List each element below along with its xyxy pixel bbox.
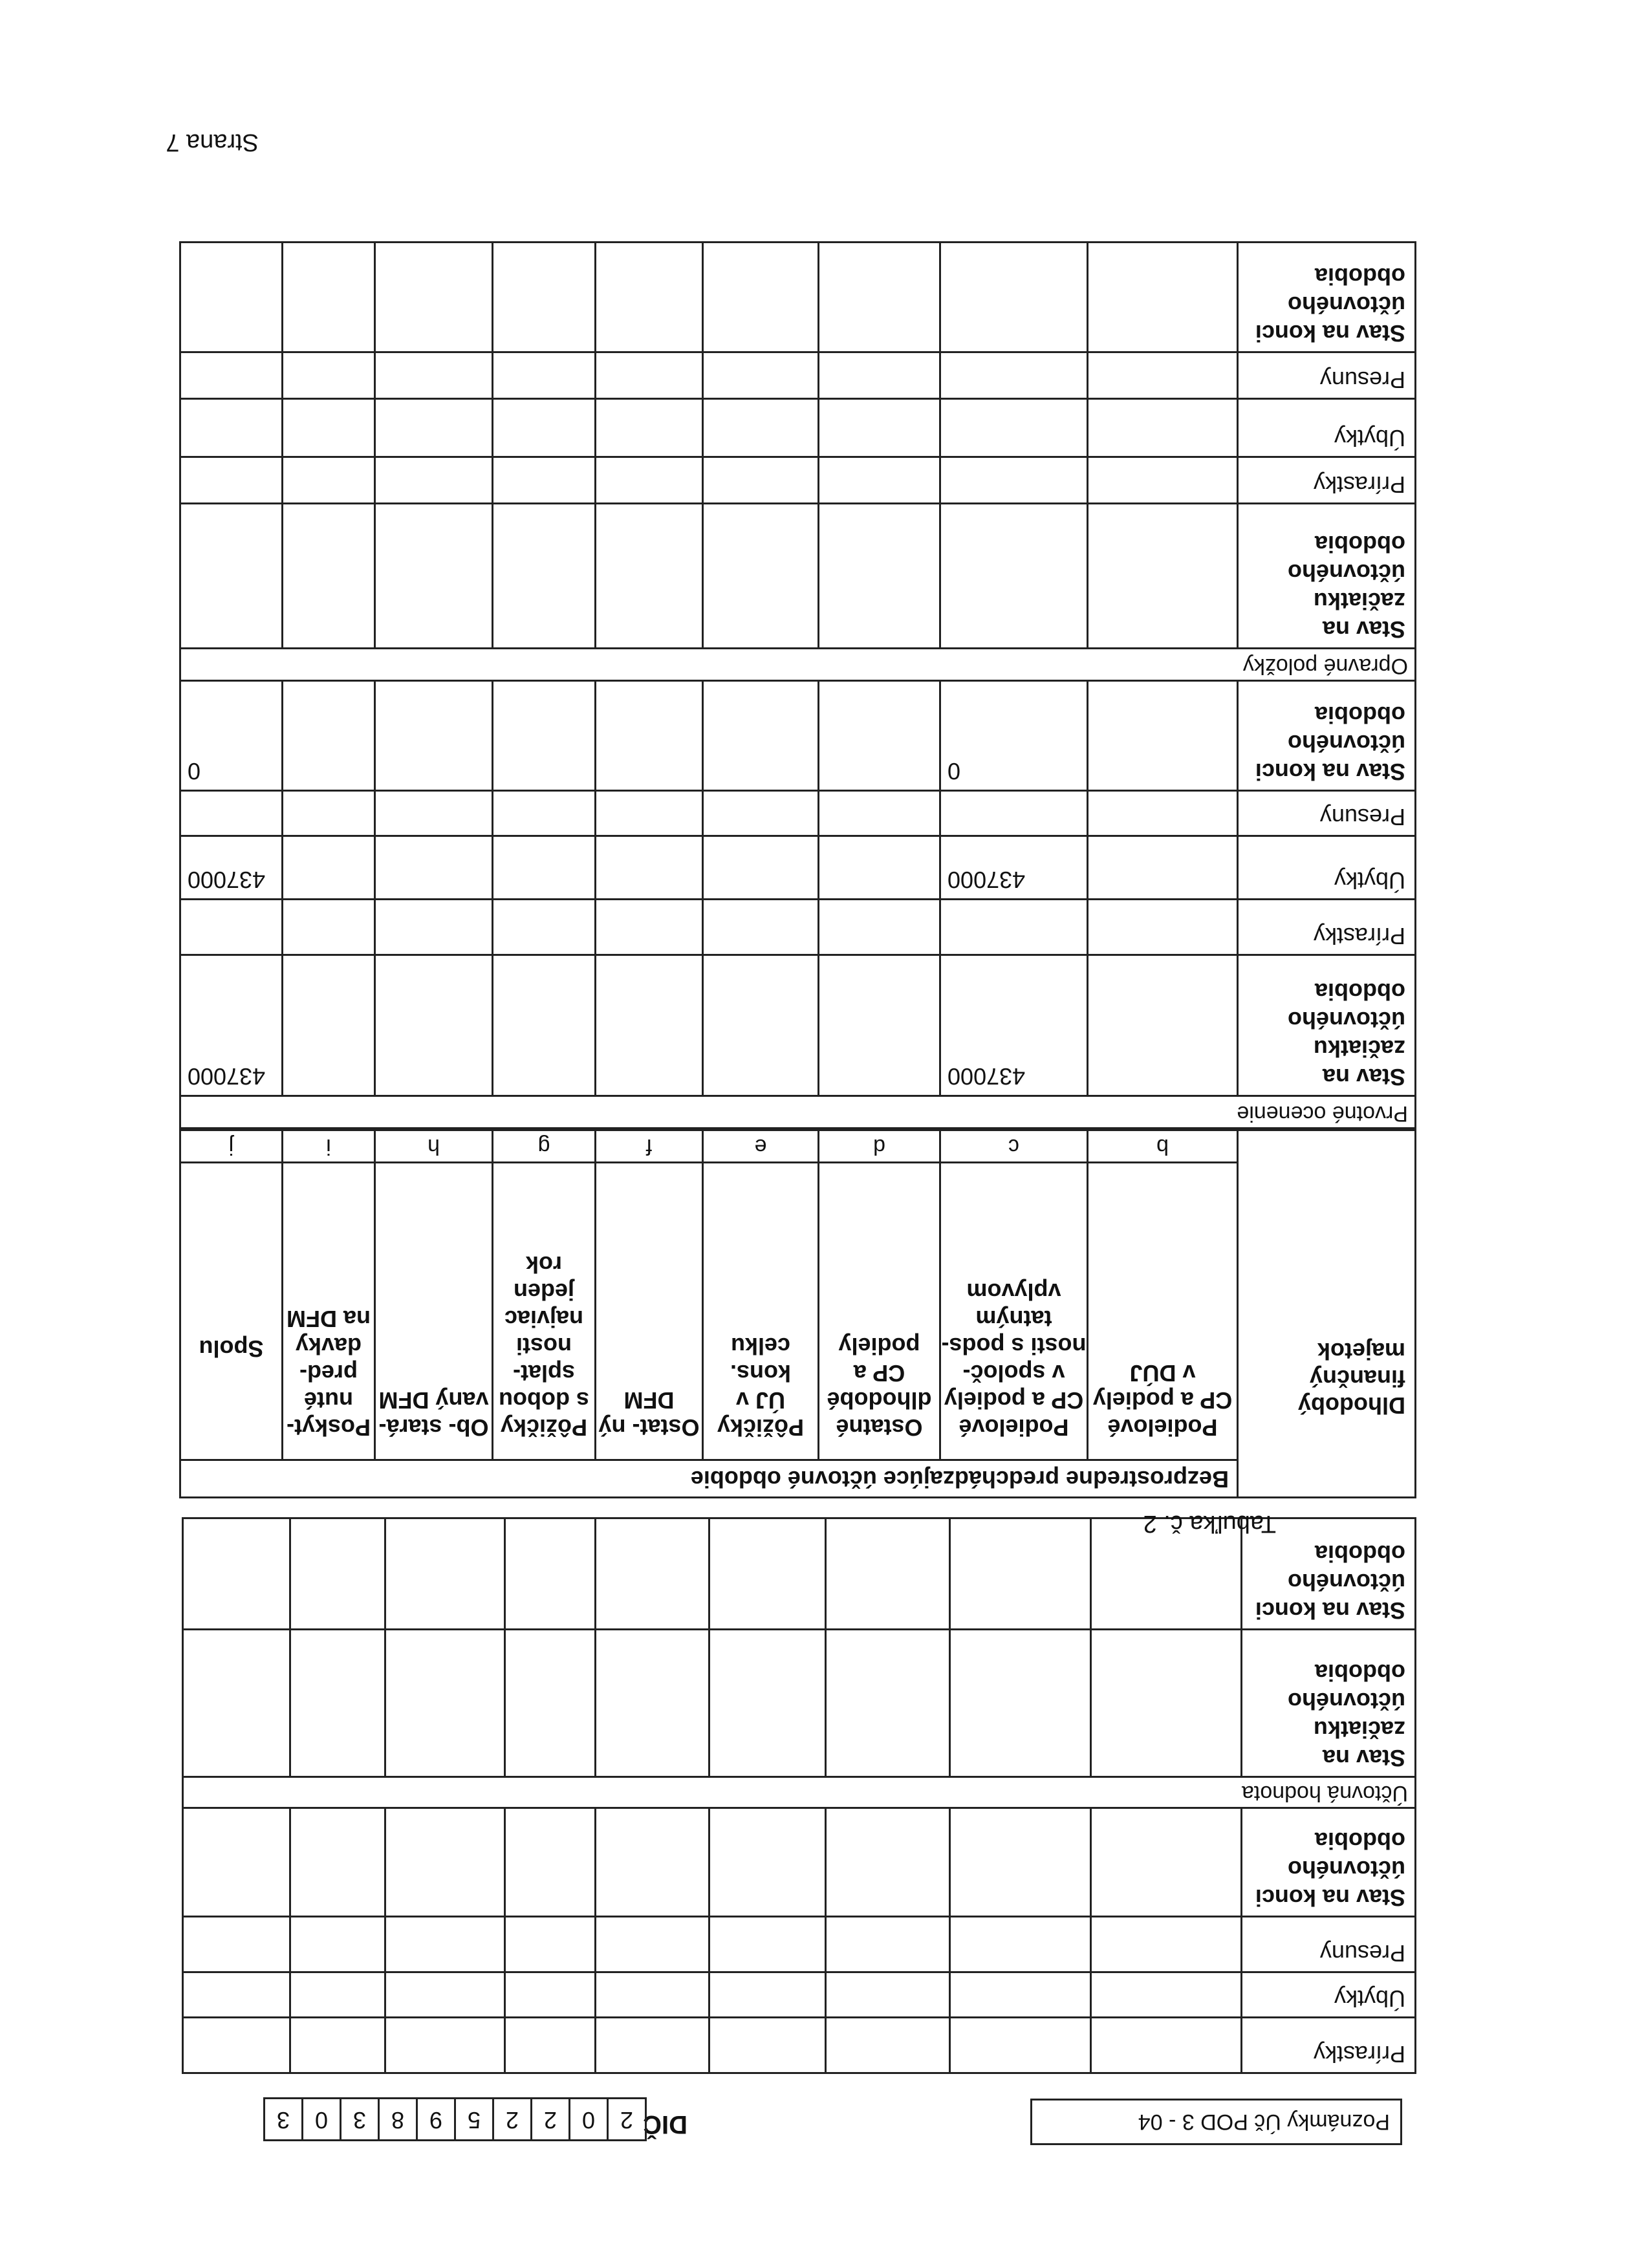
table-cell — [950, 2018, 1091, 2073]
table-cell — [596, 504, 703, 649]
table-cell — [703, 900, 819, 955]
value-cell: 437000 — [940, 955, 1088, 1096]
table-row — [183, 1917, 1416, 1972]
table-cell — [183, 1630, 290, 1777]
table-cell — [283, 504, 375, 649]
table-cell — [375, 900, 493, 955]
table-cell — [950, 1518, 1091, 1630]
table-cell — [709, 1518, 826, 1630]
table-cell — [505, 2018, 596, 2073]
table-cell — [826, 1972, 950, 2018]
table-row — [180, 681, 1415, 791]
row-label: Stav na začiatku účtovného obdobia — [1242, 1630, 1416, 1777]
table-cell — [1088, 900, 1238, 955]
table-cell — [596, 1972, 709, 2018]
table-cell — [283, 681, 375, 791]
table-1 — [182, 1517, 1416, 2074]
table-row — [180, 836, 1415, 900]
column-header: Pôžičky s dobou splat- nosti najviac jeden rok — [493, 1163, 596, 1460]
table-cell — [596, 900, 703, 955]
value-cell: 437000 — [180, 955, 282, 1096]
row-label: Stav na začiatku účtovného obdobia — [1238, 955, 1416, 1096]
table-row — [180, 791, 1415, 836]
table-cell — [385, 2018, 505, 2073]
table-cell — [290, 1630, 385, 1777]
table-cell — [183, 1917, 290, 1972]
dic-digit: 2 — [530, 2097, 570, 2141]
table-cell — [283, 836, 375, 900]
column-letter-a — [1238, 1129, 1416, 1130]
table-cell — [940, 352, 1088, 399]
table-cell — [596, 2018, 709, 2073]
column-letter: i — [283, 1130, 375, 1163]
table-cell — [819, 955, 940, 1096]
table-cell — [375, 352, 493, 399]
table-cell — [596, 836, 703, 900]
dic-digit: 3 — [340, 2097, 380, 2141]
table-cell — [940, 399, 1088, 457]
table-cell — [283, 955, 375, 1096]
form-title: Poznámky Úč POD 3 - 04 — [1030, 2099, 1402, 2145]
table-cell — [183, 1808, 290, 1917]
table-cell — [493, 836, 596, 900]
section-label: Opravné položky — [180, 649, 1415, 681]
section-row — [183, 1777, 1416, 1808]
table-cell — [493, 457, 596, 504]
table-cell — [183, 1972, 290, 2018]
table-cell — [493, 955, 596, 1096]
table-cell — [283, 399, 375, 457]
table-cell — [950, 1630, 1091, 1777]
table-cell — [819, 681, 940, 791]
table-cell — [375, 836, 493, 900]
table-cell — [596, 399, 703, 457]
column-header: Poskyt- nuté pred- davky na DFM — [283, 1163, 375, 1460]
table-cell — [183, 2018, 290, 2073]
value-cell: 437000 — [940, 836, 1088, 900]
table-cell — [385, 1630, 505, 1777]
table-cell — [375, 955, 493, 1096]
table-cell — [180, 457, 282, 504]
table-cell — [950, 1917, 1091, 1972]
table-cell — [819, 900, 940, 955]
table-cell — [709, 1808, 826, 1917]
table-cell — [375, 399, 493, 457]
table-row — [180, 457, 1415, 504]
column-letter: f — [596, 1130, 703, 1163]
table-cell — [180, 352, 282, 399]
row-label: Stav na začiatku účtovného obdobia — [1238, 504, 1416, 649]
row-label: Presuny — [1242, 1917, 1416, 1972]
period-header: Bezprostredne predchádzajúce účtovné obdobie — [180, 1460, 1237, 1498]
table-cell — [819, 504, 940, 649]
row-label: Prírastky — [1238, 900, 1416, 955]
dic-digit: 0 — [568, 2097, 609, 2141]
table-cell — [819, 399, 940, 457]
table-row — [180, 900, 1415, 955]
table-cell — [1091, 1917, 1242, 1972]
table-cell — [703, 457, 819, 504]
table-cell — [703, 681, 819, 791]
table-cell — [596, 457, 703, 504]
value-cell — [940, 791, 1088, 836]
table-cell — [493, 504, 596, 649]
value-cell — [180, 791, 282, 836]
table-cell — [1088, 791, 1238, 836]
table-cell — [826, 1518, 950, 1630]
table-cell — [283, 900, 375, 955]
table-cell — [290, 1972, 385, 2018]
column-letter: e — [703, 1130, 819, 1163]
table-row — [180, 1163, 1415, 1460]
row-label: Stav na konci účtovného obdobia — [1238, 243, 1416, 352]
table-cell — [819, 791, 940, 836]
column-header: Pôžičky ÚJ v kons. celku — [703, 1163, 819, 1460]
table-cell — [385, 1808, 505, 1917]
table-cell — [819, 836, 940, 900]
table-cell — [180, 243, 282, 352]
table-cell — [505, 1972, 596, 2018]
table-cell — [819, 243, 940, 352]
table-cell — [596, 1808, 709, 1917]
table-cell — [596, 791, 703, 836]
table-cell — [596, 1518, 709, 1630]
table-cell — [283, 457, 375, 504]
row-label: Stav na konci účtovného obdobia — [1242, 1808, 1416, 1917]
table-cell — [290, 1518, 385, 1630]
column-letter: h — [375, 1130, 493, 1163]
column-header: Podielové CP a podiely v spoloč- nosti s pods- tatným vplyvom — [940, 1163, 1088, 1460]
table-cell — [1088, 955, 1238, 1096]
section-row — [180, 649, 1415, 681]
dic-digit: 5 — [454, 2097, 494, 2141]
dic-digit: 2 — [607, 2097, 647, 2141]
dic-digit: 8 — [378, 2097, 418, 2141]
table-cell — [819, 457, 940, 504]
table-cell — [950, 1972, 1091, 2018]
table-cell — [283, 243, 375, 352]
table-cell — [1091, 1972, 1242, 2018]
table-cell — [703, 791, 819, 836]
table-cell — [819, 352, 940, 399]
table-cell — [493, 243, 596, 352]
table-cell — [1088, 243, 1238, 352]
section-label: Účtovná hodnota — [183, 1777, 1416, 1808]
column-header: Podielové CP a podiely v DÚJ — [1088, 1163, 1238, 1460]
table-cell — [709, 1630, 826, 1777]
row-label: Úbytky — [1238, 399, 1416, 457]
table-cell — [596, 1630, 709, 1777]
table-cell — [1088, 681, 1238, 791]
table-row — [180, 1130, 1415, 1163]
table-cell — [283, 791, 375, 836]
table-cell — [493, 900, 596, 955]
row-label: Stav na konci účtovného obdobia — [1242, 1518, 1416, 1630]
table-cell — [703, 352, 819, 399]
table-row — [180, 504, 1415, 649]
table-row — [183, 2018, 1416, 2073]
table-row — [180, 352, 1415, 399]
table-row — [183, 1630, 1416, 1777]
table-cell — [385, 1972, 505, 2018]
table-cell — [709, 2018, 826, 2073]
column-letter: g — [493, 1130, 596, 1163]
dic-boxes — [263, 2097, 645, 2141]
table-cell — [505, 1518, 596, 1630]
table-cell — [1088, 836, 1238, 900]
column-letter: b — [1088, 1130, 1238, 1163]
table-cell — [493, 681, 596, 791]
table-cell — [505, 1630, 596, 1777]
table-cell — [1091, 2018, 1242, 2073]
table-cell — [950, 1808, 1091, 1917]
dic-digit: 3 — [263, 2097, 303, 2141]
table-cell — [375, 457, 493, 504]
table-cell — [375, 504, 493, 649]
table-cell — [1091, 1808, 1242, 1917]
page-number: Strana 7 — [166, 129, 259, 156]
table-cell — [375, 243, 493, 352]
table-2 — [179, 241, 1416, 1498]
column-header: Ob- stará- vaný DFM — [375, 1163, 493, 1460]
table-cell — [283, 352, 375, 399]
row-label: Prírastky — [1242, 2018, 1416, 2073]
table-cell — [826, 1808, 950, 1917]
table-cell — [826, 1630, 950, 1777]
dic-digit: 9 — [416, 2097, 456, 2141]
dic-label: DIČ — [643, 2110, 688, 2139]
table-cell — [183, 1518, 290, 1630]
table-cell — [290, 1808, 385, 1917]
table-cell — [1088, 399, 1238, 457]
column-letter: c — [940, 1130, 1088, 1163]
table-cell — [505, 1808, 596, 1917]
table-cell — [1088, 457, 1238, 504]
table-cell — [1088, 504, 1238, 649]
table-cell — [826, 2018, 950, 2073]
table-row — [180, 399, 1415, 457]
table-cell — [375, 681, 493, 791]
column-header: Spolu — [180, 1163, 282, 1460]
table-row — [180, 955, 1415, 1096]
row-label: Presuny — [1238, 791, 1416, 836]
table-row — [180, 243, 1415, 352]
spacer — [180, 1129, 1237, 1130]
table-cell — [1088, 352, 1238, 399]
value-cell — [180, 900, 282, 955]
value-cell: 0 — [940, 681, 1088, 791]
table-cell — [940, 243, 1088, 352]
table-cell — [596, 955, 703, 1096]
table-row — [183, 1972, 1416, 2018]
table-row — [180, 1460, 1415, 1498]
table-cell — [375, 791, 493, 836]
table-cell — [940, 457, 1088, 504]
table-cell — [940, 504, 1088, 649]
table-cell — [385, 1518, 505, 1630]
table-cell — [826, 1917, 950, 1972]
table-cell — [709, 1917, 826, 1972]
table-cell — [290, 2018, 385, 2073]
row-label: Presuny — [1238, 352, 1416, 399]
row-label: Prírastky — [1238, 457, 1416, 504]
table-cell — [290, 1917, 385, 1972]
table-cell — [703, 504, 819, 649]
table-cell — [493, 791, 596, 836]
table-cell — [709, 1972, 826, 2018]
table-row — [183, 1808, 1416, 1917]
table-cell — [493, 399, 596, 457]
table-cell — [596, 1917, 709, 1972]
value-cell: 0 — [180, 681, 282, 791]
table-cell — [703, 955, 819, 1096]
table-cell — [703, 243, 819, 352]
table-2-label: Tabuľka č. 2 — [1143, 1510, 1276, 1537]
row-label: Úbytky — [1238, 836, 1416, 900]
table-cell — [703, 399, 819, 457]
column-letter: d — [819, 1130, 940, 1163]
row-label: Úbytky — [1242, 1972, 1416, 2018]
column-header: Ostatné dlhodobé CP a podiely — [819, 1163, 940, 1460]
value-cell: 437000 — [180, 836, 282, 900]
table-cell — [596, 681, 703, 791]
table-cell — [180, 399, 282, 457]
dic-digit: 0 — [301, 2097, 341, 2141]
table-cell — [596, 352, 703, 399]
table-cell — [505, 1917, 596, 1972]
table-cell — [385, 1917, 505, 1972]
section-row — [180, 1096, 1415, 1129]
dic-digit: 2 — [492, 2097, 532, 2141]
table-cell — [1091, 1630, 1242, 1777]
column-header: Dlhodobý finančný majetok — [1238, 1130, 1416, 1498]
column-header: Ostat- ný DFM — [596, 1163, 703, 1460]
table-cell — [703, 836, 819, 900]
hidden-row — [180, 1129, 1415, 1130]
value-cell — [940, 900, 1088, 955]
row-label: Stav na konci účtovného obdobia — [1238, 681, 1416, 791]
column-letter: j — [180, 1130, 282, 1163]
section-label: Prvotné ocenenie — [180, 1096, 1415, 1129]
table-cell — [493, 352, 596, 399]
table-cell — [596, 243, 703, 352]
table-cell — [180, 504, 282, 649]
